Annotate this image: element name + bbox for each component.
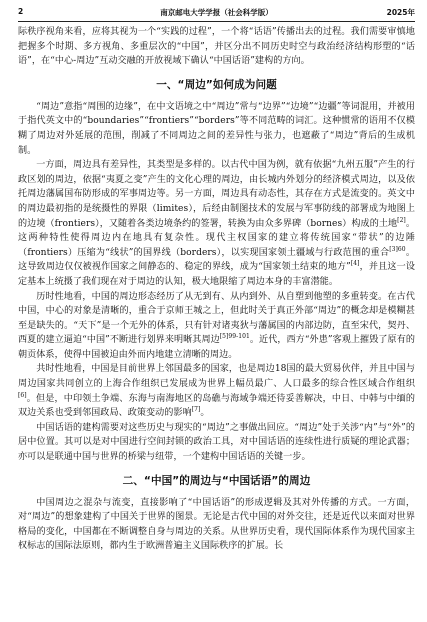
paragraph-text: ，并且这一设定基本上统摄了我们现在对于周边的认知，极大地限缩了周边本身的丰富潜能。 [18,262,415,287]
citation: [3]60 [389,245,406,253]
header-rule [18,21,415,22]
section-heading: 二、“中国”的周边与“中国话语”的周边 [122,474,311,487]
running-header [18,6,415,20]
citation: [7] [191,406,201,414]
paragraph-text: 。这两种特性使得周边内在地具有复杂性。现代主权国家的建立将传统国家“带状”的边陲（frontiers）压缩为“线状”的国界线（borders），以实现国家领土疆域与行政范围的重合 [18,218,415,258]
paragraph: 际秩序视角来看，应将其视为一个“实践的过程”，一个将“话语”传播出去的过程。我们需要审慎地把握多个时期、多方视角、多重层次的“中国”，并区分出不同历史时空与政治经济结构形塑的“话语”，在“中心-周边”互动交融的开放视域下确认“中国话语”建构的方向。 [18,27,415,67]
article-body [18,25,415,554]
page-number: 2 [18,7,24,16]
paragraph [18,362,415,420]
paragraph-text: 历时性地看，中国的周边形态经历了从无到有、从内到外、从自塑到他塑的多重转变。在古代中国，中心的对象是清晰的，重合于京师王城之上，但此时关于真正外部“周边”的概念却是模糊甚至是缺失的。“天下”是一个无外的体系，只有针对诸夷狄与藩属国的内部边防，直至宋代，契丹、西夏的建立逼迫“中国”不断进行划界来明晰其周边 [18,291,415,346]
paragraph-text: 。 [200,408,210,419]
paragraph-text: 。近代，西方“外患”客观上摧毁了原有的朝贡体系，使得中国被迫由外而内地建立清晰的周边。 [18,335,415,360]
citation: [5]99-101 [219,333,250,341]
publication-year: 2025年 [386,8,415,17]
paragraph-text: 一方面，周边具有差异性，其类型是多样的。以古代中国为例，就有依据“九州五服”产生的行政区划的周边，依据“夷夏之变”产生的文化心理的周边，由长城内外划分的经济模式周边，以及依托周边藩属国布防形成的军事周边等。另一方面，周边具有动态性，其存在方式是流变的。英文中的周边最初指的是统摄性的界限（limites），后经由制图技术的发展与军事防线的部署成为地图上的边境（frontiers），又随着各类边境条约的签署，转换为由众多界碑（bornes）构成的土地 [18,160,415,229]
paragraph-text: 。但是，中印领土争端、东海与南海地区的岛礁与海域争端还待妥善解决，中日、中韩与中缅的双边关系也受到邻国政局、政策变动的影响 [18,393,415,419]
citation: [6] [18,391,27,399]
paragraph [18,290,415,363]
citation: [2] [397,216,406,224]
paragraph: “周边”意指“周围的边缘”，在中文语境之中“周边”常与“边界”“边境”“边疆”等词混用，并被用于指代英文中的“boundaries”“frontiers”“borders”等不同范畴的词汇。这种惯常的语用不仅模糊了周边对外延展的范围，削减了不同周边之间的差异性与张力，也遮蔽了“周边”背后的生成机制。 [18,101,415,156]
paragraph: 中国话语的建构需要对这些历史与现实的“周边”之事做出回应。“周边”处于关涉“内”与“外”的居中位置。其可以是对中国进行空间封锁的政治工具，对中国话语的连续性进行质疑的理论武器；亦可以是联通中国与世界的桥梁与纽带，一个建构中国话语的关键一步。 [18,422,415,463]
journal-title: 南京邮电大学学报（社会科学版） [160,8,273,17]
citation: [4] [350,260,360,268]
paragraph [18,158,415,289]
paragraph-text: 。这导致周边仅仅被视作国家之间静态的、稳定的界线，成为“国家领土结束的地方” [18,247,415,273]
section-heading: 一、“周边”如何成为问题 [156,78,277,91]
paragraph: 中国周边之混杂与流变，直接影响了“中国话语”的形成逻辑及其对外传播的方式。一方面，对“周边”的想象建构了中国关于世界的图景。无论是古代中国的对外交往，还是近代以来面对世界格局的变化，中国都在不断调整自身与周边的关系。从世界历史看，现代国际体系作为现代国家主权标志的国际法原则，都内生于欧洲普遍主义国际秩序的扩展。长 [18,497,415,552]
paragraph-text: 共时性地看，中国是目前世界上邻国最多的国家，也是周边18国的最大贸易伙伴，并且中国与周边国家共同创立的上海合作组织已发展成为世界上幅员最广、人口最多的综合性区域合作组织 [18,364,415,390]
